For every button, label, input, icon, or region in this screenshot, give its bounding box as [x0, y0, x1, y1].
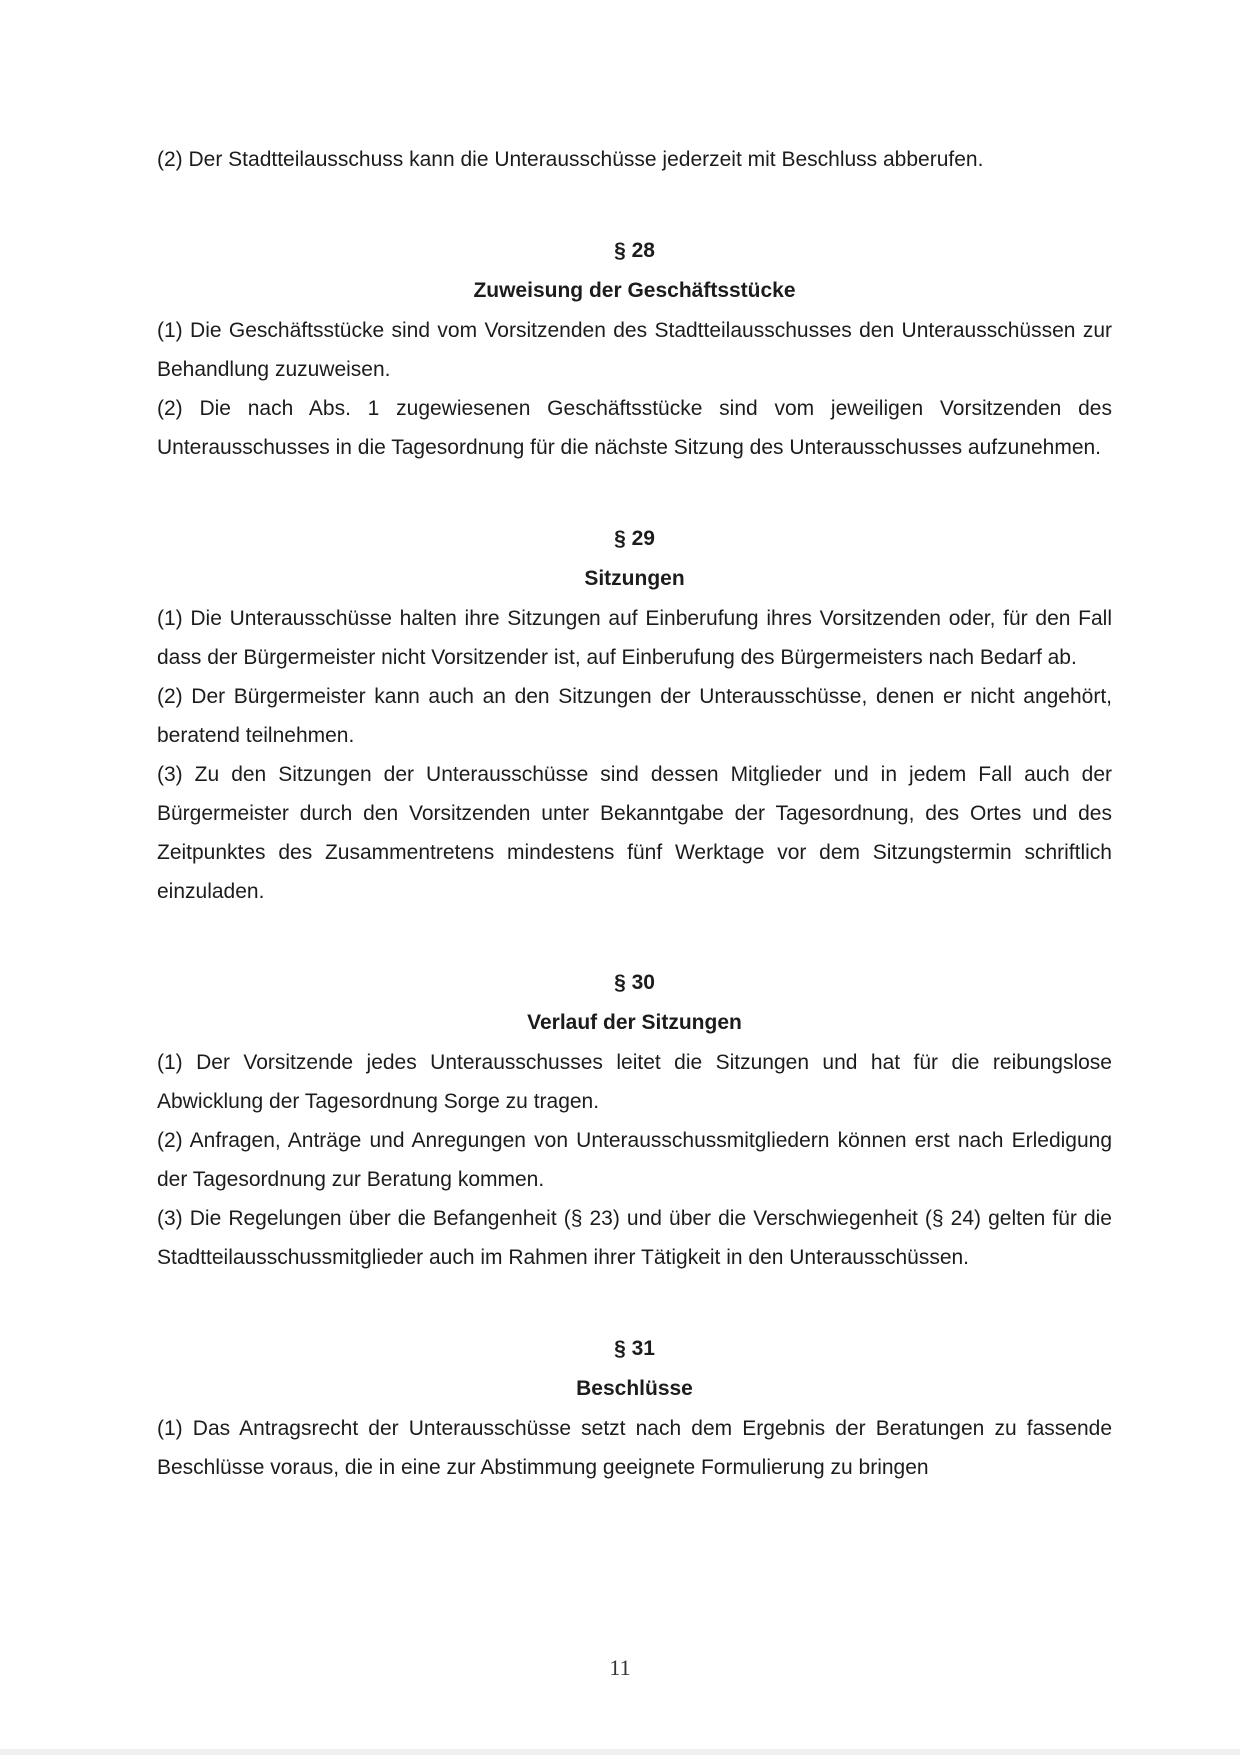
section-paragraph: (3) Zu den Sitzungen der Unterausschüsse sind dessen Mitglieder und in jedem Fall auch der Bürgermeister durch den Vorsitzenden unter Bekanntgabe der Tagesordnung, des Ortes und des Zeitpunktes des Zusammentretens mindestens fünf Werktage vor dem Sitzungstermin schriftlich einzuladen. — [157, 763, 1112, 903]
section-number: § 30 — [614, 971, 655, 994]
section-number: § 29 — [614, 527, 655, 550]
section-30 — [157, 963, 1112, 1277]
section-paragraph: (1) Die Unterausschüsse halten ihre Sitzungen auf Einberufung ihres Vorsitzenden oder, für den Fall dass der Bürgermeister nicht Vorsitzender ist, auf Einberufung des Bürgermeisters nach Bedarf ab. — [157, 607, 1112, 669]
section-title: Verlauf der Sitzungen — [527, 1011, 742, 1034]
section-31 — [157, 1329, 1112, 1487]
section-paragraph: (2) Die nach Abs. 1 zugewiesenen Geschäftsstücke sind vom jeweiligen Vorsitzenden des Unterausschusses in die Tagesordnung für die nächste Sitzung des Unterausschusses aufzunehmen. — [157, 397, 1112, 459]
section-title: Zuweisung der Geschäftsstücke — [473, 279, 796, 302]
section-paragraph: (1) Der Vorsitzende jedes Unterausschusses leitet die Sitzungen und hat für die reibungslose Abwicklung der Tagesordnung Sorge zu tragen. — [157, 1051, 1112, 1113]
page-number: 11 — [609, 1655, 631, 1680]
scan-edge-divider — [0, 1749, 1240, 1755]
document-body — [157, 140, 1112, 1487]
section-title: Sitzungen — [584, 567, 685, 590]
section-number: § 31 — [614, 1337, 655, 1360]
section-title: Beschlüsse — [576, 1377, 693, 1400]
section-paragraph: (3) Die Regelungen über die Befangenheit (§ 23) und über die Verschwiegenheit (§ 24) gelten für die Stadtteilausschussmitglieder auch im Rahmen ihrer Tätigkeit in den Unterausschüssen. — [157, 1207, 1112, 1269]
section-29 — [157, 519, 1112, 911]
section-paragraph: (2) Der Bürgermeister kann auch an den Sitzungen der Unterausschüsse, denen er nicht angehört, beratend teilnehmen. — [157, 685, 1112, 747]
section-number: § 28 — [614, 239, 655, 262]
section-paragraph: (1) Die Geschäftsstücke sind vom Vorsitzenden des Stadtteilausschusses den Unterausschüssen zur Behandlung zuzuweisen. — [157, 319, 1112, 381]
section-28 — [157, 231, 1112, 467]
section-paragraph: (2) Anfragen, Anträge und Anregungen von Unterausschussmitgliedern können erst nach Erledigung der Tagesordnung zur Beratung kommen. — [157, 1129, 1112, 1191]
intro-paragraph: (2) Der Stadtteilausschuss kann die Unterausschüsse jederzeit mit Beschluss abberufen. — [157, 148, 984, 171]
section-paragraph: (1) Das Antragsrecht der Unterausschüsse setzt nach dem Ergebnis der Beratungen zu fassende Beschlüsse voraus, die in eine zur Abstimmung geeignete Formulierung zu bringen — [157, 1417, 1112, 1479]
